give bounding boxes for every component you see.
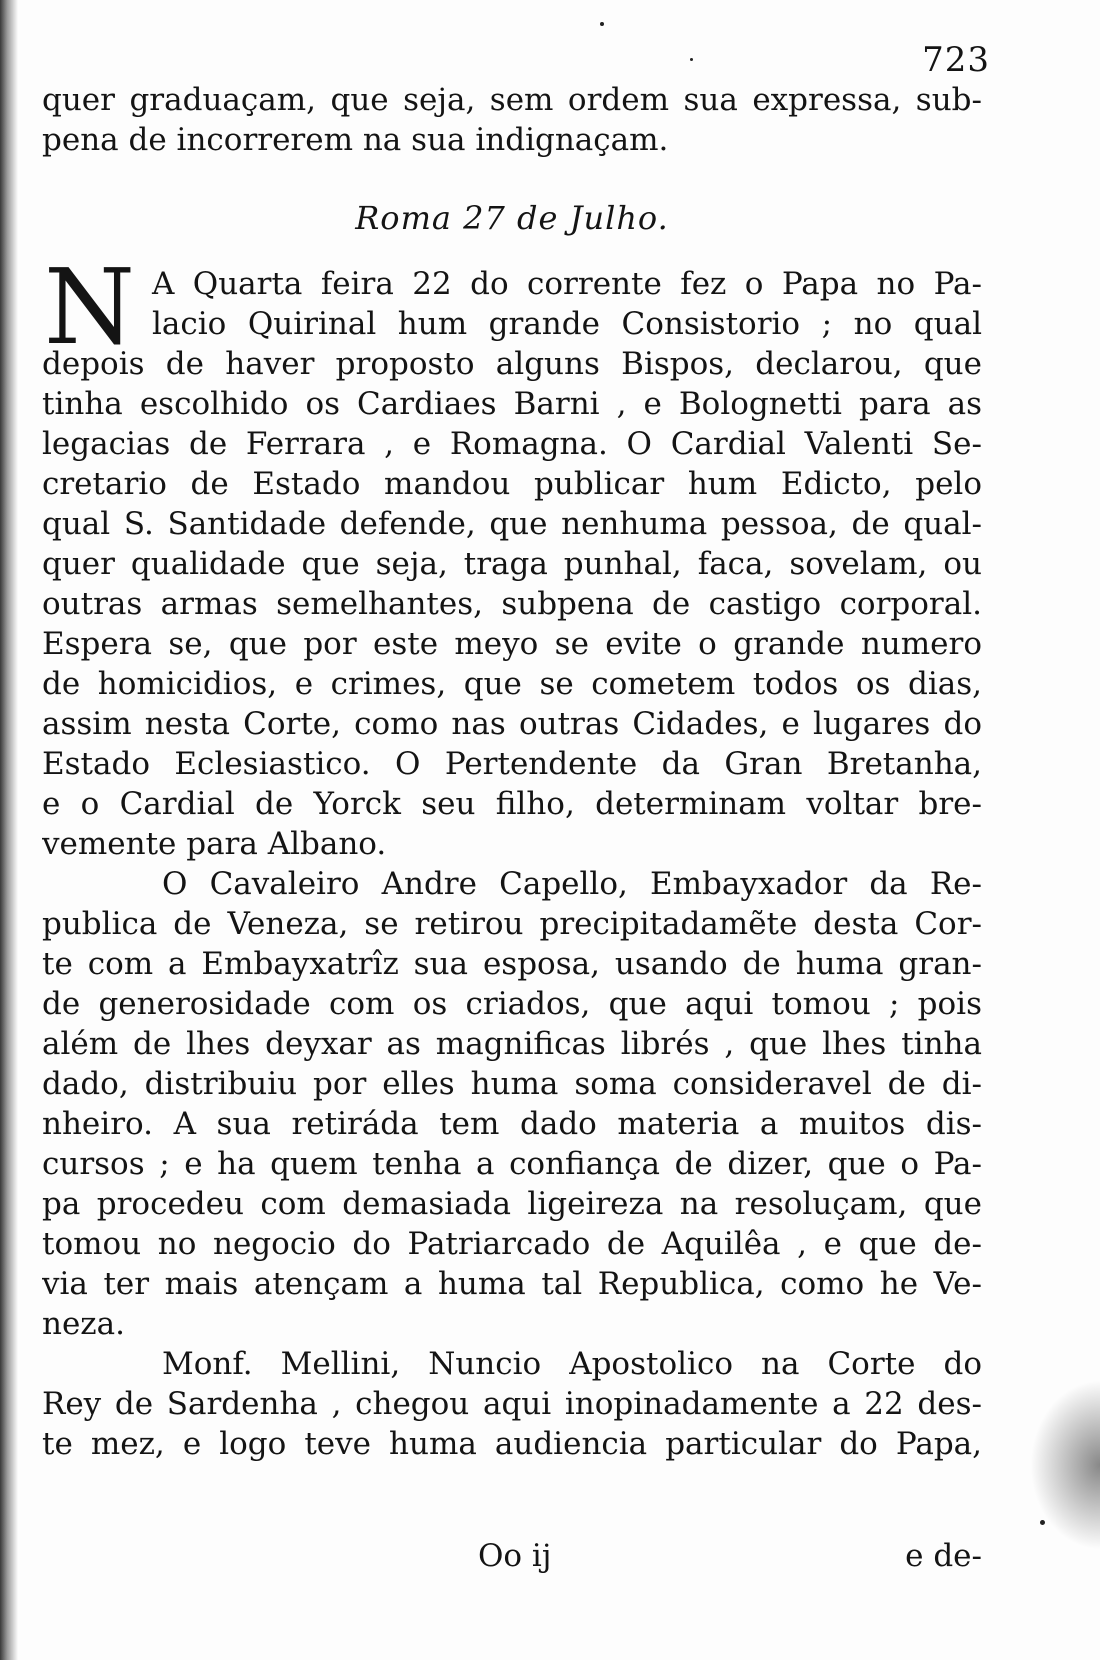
ink-speck	[600, 22, 604, 26]
text-line: cursos ; e ha quem tenha a confiança de dizer, que o Pa-	[42, 1146, 982, 1182]
text-line: te mez, e logo teve huma audiencia particular do Papa,	[42, 1426, 982, 1462]
text-line: nheiro. A sua retiráda tem dado materia a muitos dis-	[42, 1106, 982, 1142]
text-line: depois de haver proposto alguns Bispos, declarou, que	[42, 346, 982, 382]
text-line: neza.	[42, 1306, 125, 1342]
text-line: O Cavaleiro Andre Capello, Embayxador da Re-	[162, 866, 982, 902]
text-line: lacio Quirinal hum grande Consistorio ; no qual	[152, 306, 982, 342]
text-line: vemente para Albano.	[42, 826, 387, 862]
paragraph-mellini	[42, 1344, 982, 1464]
text-line: tomou no negocio do Patriarcado de Aquilêa , e que de-	[42, 1226, 982, 1262]
drop-cap: N	[44, 246, 135, 368]
ink-speck	[690, 58, 693, 61]
text-line: cretario de Estado mandou publicar hum Edicto, pelo	[42, 466, 982, 502]
text-line: de generosidade com os criados, que aqui tomou ; pois	[42, 986, 982, 1022]
gutter-shadow	[0, 0, 18, 1660]
text-line: A Quarta feira 22 do corrente fez o Papa no Pa-	[152, 266, 982, 302]
dateline: Roma 27 de Julho.	[355, 199, 669, 237]
text-line: publica de Veneza, se retirou precipitadamẽte desta Cor-	[42, 906, 982, 942]
text-line: quer graduaçam, que seja, sem ordem sua expressa, sub-	[42, 82, 982, 118]
text-line: Estado Eclesiastico. O Pertendente da Gran Bretanha,	[42, 746, 982, 782]
catchword: e de-	[905, 1538, 982, 1574]
text-line: pa procedeu com demasiada ligeireza na resoluçam, que	[42, 1186, 982, 1222]
text-line: te com a Embayxatrîz sua esposa, usando de huma gran-	[42, 946, 982, 982]
page-number: 723	[922, 40, 990, 80]
text-line: via ter mais atençam a huma tal Republica, como he Ve-	[42, 1266, 982, 1302]
text-line: assim nesta Corte, como nas outras Cidades, e lugares do	[42, 706, 982, 742]
text-line: de homicidios, e crimes, que se cometem todos os dias,	[42, 666, 982, 702]
text-line: qual S. Santidade defende, que nenhuma pessoa, de qual-	[42, 506, 982, 542]
text-line: e o Cardial de Yorck seu filho, determinam voltar bre-	[42, 786, 982, 822]
text-line: outras armas semelhantes, subpena de castigo corporal.	[42, 586, 982, 622]
text-line: Espera se, que por este meyo se evite o grande numero	[42, 626, 982, 662]
signature-mark: Oo ij	[478, 1538, 552, 1574]
text-line: Rey de Sardenha , chegou aqui inopinadamente a 22 des-	[42, 1386, 982, 1422]
text-line: dado, distribuiu por elles huma soma consideravel de di-	[42, 1066, 982, 1102]
text-block	[42, 80, 982, 1464]
paragraph-capello	[42, 864, 982, 1344]
text-line: além de lhes deyxar as magnificas librés , que lhes tinha	[42, 1026, 982, 1062]
text-line: legacias de Ferrara , e Romagna. O Cardial Valenti Se-	[42, 426, 982, 462]
text-line: pena de incorrerem na sua indignaçam.	[42, 122, 669, 158]
paragraph-consistorio	[42, 246, 982, 864]
text-line: quer qualidade que seja, traga punhal, faca, sovelam, ou	[42, 546, 982, 582]
text-line: Monf. Mellini, Nuncio Apostolico na Corte do	[162, 1346, 982, 1382]
carryover-paragraph	[42, 80, 982, 160]
text-line: tinha escolhido os Cardiaes Barni , e Bolognetti para as	[42, 386, 982, 422]
ink-speck	[1040, 1520, 1045, 1525]
